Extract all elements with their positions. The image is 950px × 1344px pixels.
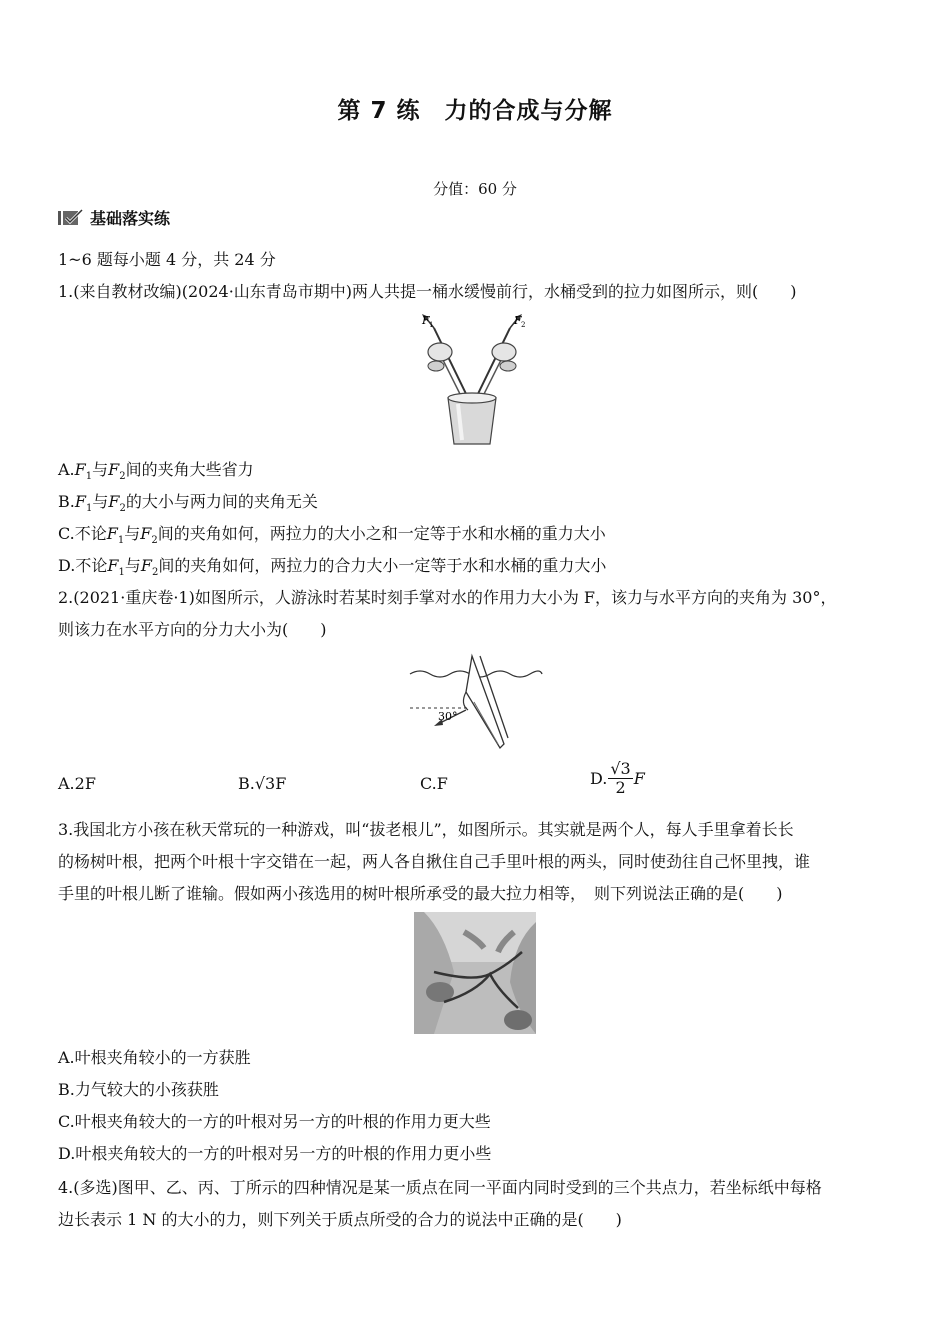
q1-option-a[interactable]: $A.F_1$与$F_2$间的夹角大些省力 xyxy=(58,460,254,483)
section-heading xyxy=(58,206,170,229)
swimming-hand-figure xyxy=(408,652,544,752)
force-label-f2: F xyxy=(514,314,522,327)
q2-option-d[interactable]: D. $\frac{√3}{2}$ F xyxy=(590,759,645,797)
q1-option-d[interactable]: D.不论$F_1$与$F_2$间的夹角如何，两拉力的合力大小一定等于水和水桶的重力大小 xyxy=(58,556,607,579)
question-4-stem-line1: 4.(多选)图甲、乙、丙、丁所示的四种情况是某一质点在同一平面内同时受到的三个共点力，若坐标纸中每格 xyxy=(58,1178,822,1197)
q2-option-b[interactable]: B.√3F xyxy=(238,774,287,793)
question-2-stem-line2: 则该力在水平方向的分力大小为( ) xyxy=(58,620,327,639)
question-3-stem-line2: 的杨树叶根，把两个叶根十字交错在一起，两人各自揪住自己手里叶根的两头，同时使劲往自己怀里拽，谁 xyxy=(58,852,811,871)
q3-option-c[interactable]: C.叶根夹角较大的一方的叶根对另一方的叶根的作用力更大些 xyxy=(58,1112,491,1131)
q3-option-d[interactable]: D.叶根夹角较大的一方的叶根对另一方的叶根的作用力更小些 xyxy=(58,1144,492,1163)
leaf-stem-photo xyxy=(414,912,536,1034)
score-info: 分值：60 分 xyxy=(433,180,517,198)
question-4-stem-line2: 边长表示 1 N 的大小的力，则下列关于质点所受的合力的说法中正确的是( ) xyxy=(58,1210,622,1229)
section-label: 基础落实练 xyxy=(90,209,171,228)
q1-option-c[interactable]: C.不论$F_1$与$F_2$间的夹角如何，两拉力的大小之和一定等于水和水桶的重力大小 xyxy=(58,524,606,547)
question-3-stem-line3: 手里的叶根儿断了谁输。假如两小孩选用的树叶根所承受的最大拉力相等， 则下列说法正确的是( ) xyxy=(58,884,783,903)
angle-label: 30° xyxy=(438,710,458,723)
q2-option-c[interactable]: C.F xyxy=(420,774,448,793)
q1-option-b[interactable]: $B.F_1$与$F_2$的大小与两力间的夹角无关 xyxy=(58,492,318,515)
bucket-figure xyxy=(412,310,532,450)
page-title: 第 7 练 力的合成与分解 xyxy=(337,98,613,124)
score-rule: 1~6 题每小题 4 分，共 24 分 xyxy=(58,250,276,269)
checklist-icon xyxy=(58,209,84,227)
question-3-stem-line1: 3.我国北方小孩在秋天常玩的一种游戏，叫“拔老根儿”，如图所示。其实就是两个人，每人手里拿着长长 xyxy=(58,820,794,839)
fraction: $\frac{√3}{2}$ xyxy=(610,759,631,797)
force-sub-1: 1 xyxy=(429,321,434,329)
q3-option-a[interactable]: A.叶根夹角较小的一方获胜 xyxy=(58,1048,251,1067)
force-sub-2: 2 xyxy=(521,321,526,329)
q2-option-a[interactable]: A.2F xyxy=(58,774,96,793)
question-1-stem: 1.(来自教材改编)(2024·山东青岛市期中)两人共提一桶水缓慢前行，水桶受到的拉力如图所示，则( ) xyxy=(58,282,797,301)
q3-option-b[interactable]: B.力气较大的小孩获胜 xyxy=(58,1080,219,1099)
question-2-stem-line1: 2.(2021·重庆卷·1)如图所示，人游泳时若某时刻手掌对水的作用力大小为 F，该力与水平方向的夹角为 30°， xyxy=(58,588,837,607)
force-label-f1: F xyxy=(422,314,430,327)
